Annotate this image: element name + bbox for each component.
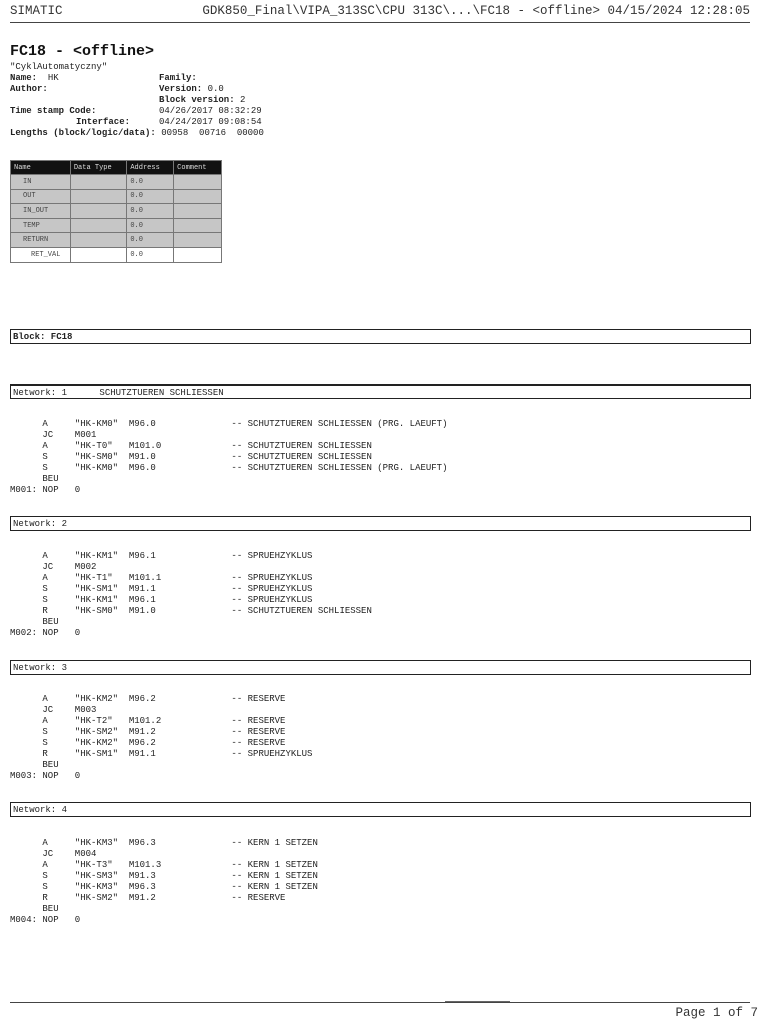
block-version-label: Block version: bbox=[159, 95, 235, 105]
name-value: HK bbox=[47, 73, 59, 83]
network-code: A "HK-KM0" M96.0 -- SCHUTZTUEREN SCHLIESSEN (PRG. LAEUFT) JC M001 A "HK-T0" M101.0 -- SCHUTZTUEREN SCHLIESSEN S "HK-SM0" M91.0 -- SCHUTZTUEREN SCHLIESSEN S "HK-KM0" M96.0 -- SCHUTZTUEREN SCHLIESSEN (PRG. LAEUFT) BEU M001: NOP 0 bbox=[10, 419, 448, 495]
timestamp-label: Time stamp Code: bbox=[10, 106, 97, 116]
row-type bbox=[70, 204, 127, 219]
block-comment: "CyklAutomatyczny" bbox=[10, 62, 108, 72]
block-label: Block: FC18 bbox=[10, 329, 751, 344]
row-address: 0.0 bbox=[127, 189, 174, 204]
page-number: Page 1 of 7 bbox=[675, 1006, 758, 1020]
row-name: IN bbox=[11, 175, 71, 190]
row-comment bbox=[174, 204, 222, 219]
family-label: Family: bbox=[159, 73, 197, 83]
interface-table-header bbox=[11, 161, 222, 175]
col-comment: Comment bbox=[174, 161, 222, 175]
network-header: Network: 3 bbox=[10, 660, 751, 675]
family-row bbox=[159, 73, 202, 84]
row-comment bbox=[174, 247, 222, 262]
network-header: Network: 2 bbox=[10, 516, 751, 531]
timestamp-interface: 04/24/2017 09:08:54 bbox=[159, 117, 262, 127]
page-header bbox=[10, 4, 750, 22]
row-type bbox=[70, 189, 127, 204]
row-type bbox=[70, 218, 127, 233]
network-code: A "HK-KM3" M96.3 -- KERN 1 SETZEN JC M004 A "HK-T3" M101.3 -- KERN 1 SETZEN S "HK-SM3" M91.3 -- KERN 1 SETZEN S "HK-KM3" M96.3 -- KERN 1 SETZEN R "HK-SM2" M91.2 -- RESERVE BEU M004: NOP 0 bbox=[10, 838, 318, 925]
row-name: OUT bbox=[11, 189, 71, 204]
table-row bbox=[11, 175, 222, 190]
network-code: A "HK-KM2" M96.2 -- RESERVE JC M003 A "HK-T2" M101.2 -- RESERVE S "HK-SM2" M91.2 -- RESERVE S "HK-KM2" M96.2 -- RESERVE R "HK-SM1" M91.1 -- SPRUEHZYKLUS BEU M003: NOP 0 bbox=[10, 694, 313, 781]
row-address: 0.0 bbox=[127, 204, 174, 219]
interface-label: Interface: bbox=[76, 117, 131, 127]
network-header: Network: 1 SCHUTZTUEREN SCHLIESSEN bbox=[10, 384, 751, 399]
table-row bbox=[11, 189, 222, 204]
block-version-row bbox=[159, 95, 245, 106]
table-row bbox=[11, 218, 222, 233]
author-label: Author: bbox=[10, 84, 48, 94]
author-row bbox=[10, 84, 53, 95]
row-address: 0.0 bbox=[127, 247, 174, 262]
block-version-value: 2 bbox=[240, 95, 246, 105]
header-divider bbox=[10, 22, 750, 23]
footer-divider bbox=[10, 1002, 750, 1003]
network-header: Network: 4 bbox=[10, 802, 751, 817]
col-address: Address bbox=[127, 161, 174, 175]
lengths-row bbox=[10, 128, 264, 139]
timestamp-code: 04/26/2017 08:32:29 bbox=[159, 106, 262, 116]
version-value: 0.0 bbox=[207, 84, 224, 94]
row-comment bbox=[174, 189, 222, 204]
version-row bbox=[159, 84, 224, 95]
row-address: 0.0 bbox=[127, 233, 174, 248]
row-type bbox=[70, 233, 127, 248]
version-label: Version: bbox=[159, 84, 203, 94]
row-comment bbox=[174, 175, 222, 190]
col-data-type: Data Type bbox=[70, 161, 127, 175]
table-row bbox=[11, 247, 222, 262]
table-row bbox=[11, 233, 222, 248]
row-address: 0.0 bbox=[127, 175, 174, 190]
row-name: IN_OUT bbox=[11, 204, 71, 219]
row-name: RET_VAL bbox=[11, 247, 71, 262]
row-type bbox=[70, 247, 127, 262]
row-name: RETURN bbox=[11, 233, 71, 248]
col-name: Name bbox=[11, 161, 71, 175]
lengths-value: 00958 00716 00000 bbox=[161, 128, 264, 138]
name-row bbox=[10, 73, 59, 84]
interface-table bbox=[10, 160, 222, 263]
row-comment bbox=[174, 233, 222, 248]
network-code: A "HK-KM1" M96.1 -- SPRUEHZYKLUS JC M002 A "HK-T1" M101.1 -- SPRUEHZYKLUS S "HK-SM1" M91.1 -- SPRUEHZYKLUS S "HK-KM1" M96.1 -- SPRUEHZYKLUS R "HK-SM0" M91.0 -- SCHUTZTUEREN SCHLIESSEN BEU M002: NOP 0 bbox=[10, 551, 372, 638]
row-comment bbox=[174, 218, 222, 233]
page-title: FC18 - <offline> bbox=[10, 43, 155, 60]
lengths-label: Lengths (block/logic/data): bbox=[10, 128, 156, 138]
table-row bbox=[11, 204, 222, 219]
app-name: SIMATIC bbox=[10, 4, 63, 18]
row-address: 0.0 bbox=[127, 218, 174, 233]
row-type bbox=[70, 175, 127, 190]
row-name: TEMP bbox=[11, 218, 71, 233]
document-path: GDK850_Final\VIPA_313SC\CPU 313C\...\FC18 - <offline> 04/15/2024 12:28:05 bbox=[202, 4, 750, 18]
name-label: Name: bbox=[10, 73, 38, 83]
